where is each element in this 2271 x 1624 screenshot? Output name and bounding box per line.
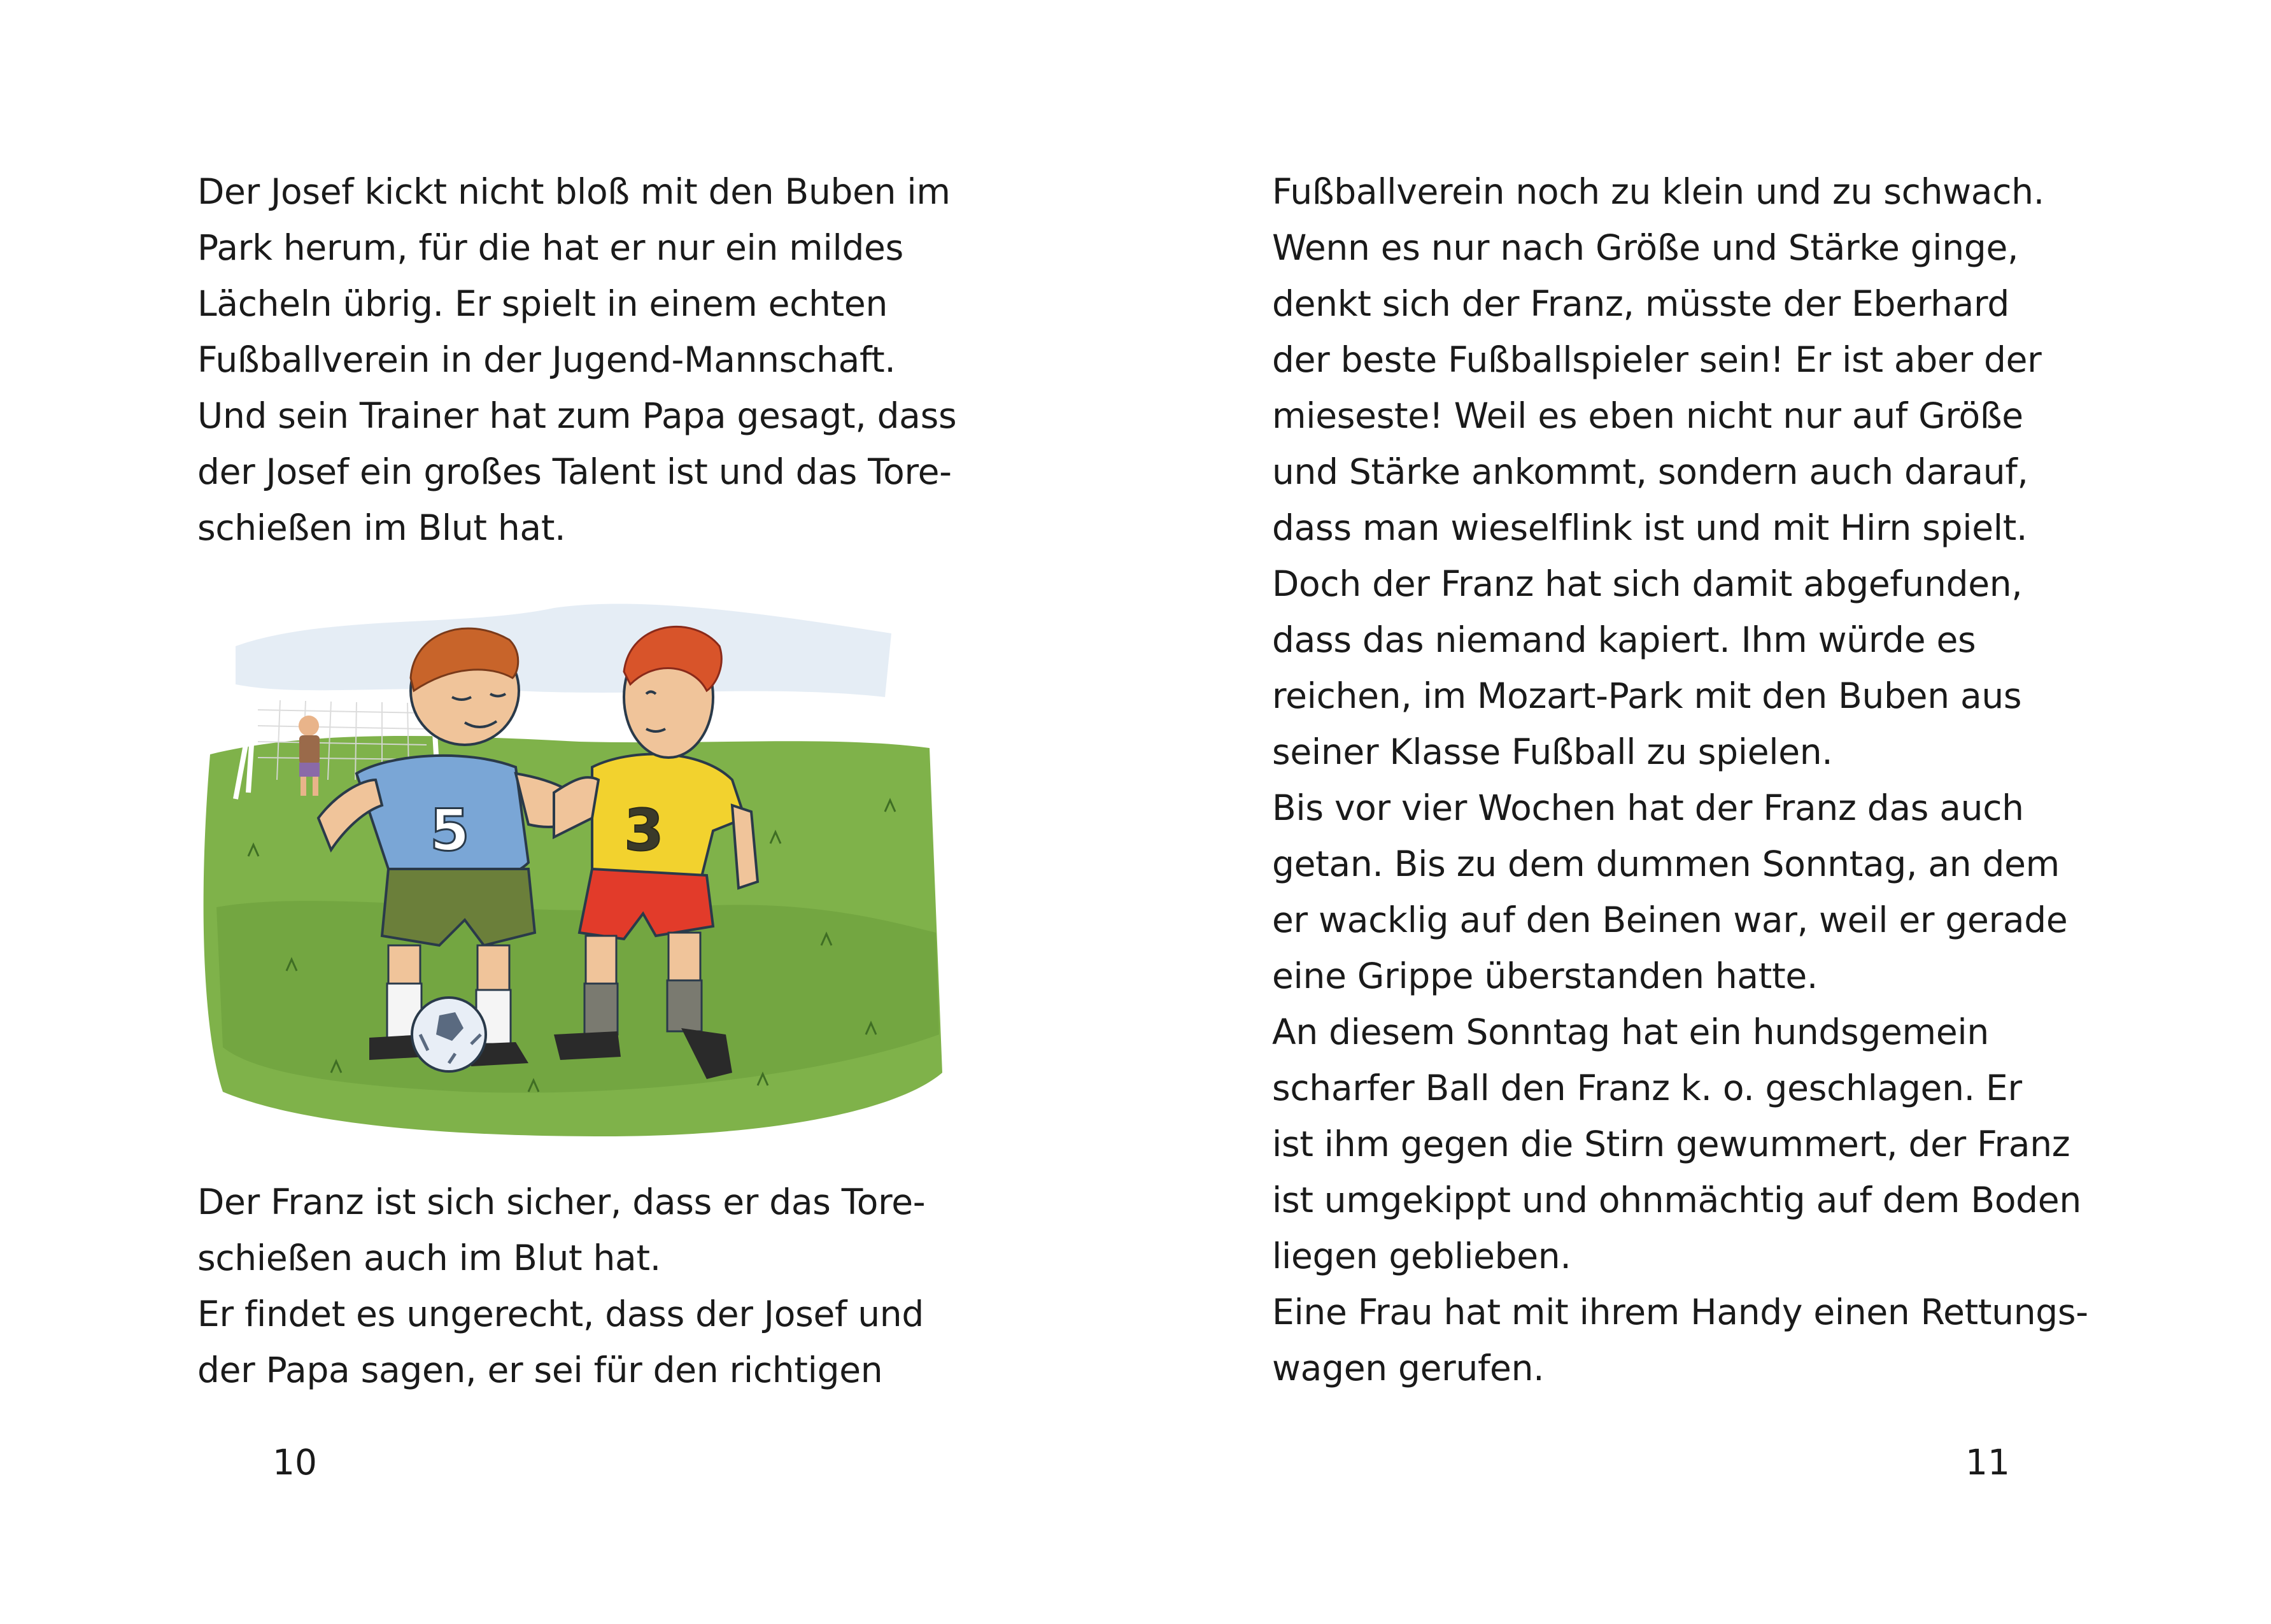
text-line: schießen im Blut hat. bbox=[197, 507, 566, 548]
right-paragraph bbox=[1272, 164, 2088, 1396]
text-line: der Josef ein großes Talent ist und das Tore- bbox=[197, 451, 952, 492]
sky-wash bbox=[236, 604, 891, 697]
shirt-number-5: 5 bbox=[430, 797, 470, 864]
text-line: Lächeln übrig. Er spielt in einem echten bbox=[197, 283, 888, 324]
text-line: wagen gerufen. bbox=[1272, 1348, 1545, 1388]
text-line: Fußballverein in der Jugend-Mannschaft. bbox=[197, 339, 896, 380]
text-line: Der Josef kickt nicht bloß mit den Buben im bbox=[197, 171, 951, 212]
text-line: Wenn es nur nach Größe und Stärke ginge, bbox=[1272, 227, 2019, 268]
text-line: getan. Bis zu dem dummen Sonntag, an dem bbox=[1272, 844, 2060, 884]
left-page bbox=[0, 0, 1135, 1624]
shirt-number-3: 3 bbox=[624, 797, 664, 864]
text-line: Eine Frau hat mit ihrem Handy einen Rettungs- bbox=[1272, 1292, 2088, 1332]
left-paragraph-top bbox=[197, 164, 956, 556]
text-line: mieseste! Weil es eben nicht nur auf Größe bbox=[1272, 395, 2023, 436]
text-line: der Papa sagen, er sei für den richtigen bbox=[197, 1350, 883, 1390]
text-line: denkt sich der Franz, müsste der Eberhard bbox=[1272, 283, 2009, 324]
text-line: Der Franz ist sich sicher, dass er das Tore- bbox=[197, 1182, 926, 1222]
text-line: eine Grippe überstanden hatte. bbox=[1272, 956, 1818, 996]
text-line: und Stärke ankommt, sondern auch darauf, bbox=[1272, 451, 2028, 492]
page-number-left: 10 bbox=[272, 1442, 317, 1483]
text-line: dass das niemand kapiert. Ihm würde es bbox=[1272, 619, 1976, 660]
text-line: dass man wieselflink ist und mit Hirn spielt. bbox=[1272, 507, 2028, 548]
text-line: An diesem Sonntag hat ein hundsgemein bbox=[1272, 1012, 1989, 1052]
text-line: Bis vor vier Wochen hat der Franz das auch bbox=[1272, 787, 2024, 828]
text-line: reichen, im Mozart-Park mit den Buben aus bbox=[1272, 675, 2022, 716]
text-line: der beste Fußballspieler sein! Er ist aber der bbox=[1272, 339, 2042, 380]
text-line: er wacklig auf den Beinen war, weil er gerade bbox=[1272, 900, 2068, 940]
text-line: Doch der Franz hat sich damit abgefunden, bbox=[1272, 563, 2023, 604]
right-page bbox=[1135, 0, 2271, 1624]
text-line: ist umgekippt und ohnmächtig auf dem Boden bbox=[1272, 1180, 2081, 1220]
page-number-right: 11 bbox=[1965, 1442, 2010, 1483]
text-line: ist ihm gegen die Stirn gewummert, der Franz bbox=[1272, 1124, 2070, 1164]
text-line: scharfer Ball den Franz k. o. geschlagen. Er bbox=[1272, 1068, 2022, 1108]
left-paragraph-bottom bbox=[197, 1174, 925, 1398]
text-line: Park herum, für die hat er nur ein mildes bbox=[197, 227, 903, 268]
text-line: liegen geblieben. bbox=[1272, 1236, 1571, 1276]
text-line: Und sein Trainer hat zum Papa gesagt, dass bbox=[197, 395, 957, 436]
text-line: seiner Klasse Fußball zu spielen. bbox=[1272, 731, 1833, 772]
text-line: Er findet es ungerecht, dass der Josef und bbox=[197, 1294, 924, 1334]
soccer-illustration bbox=[197, 589, 949, 1149]
soccer-ball bbox=[412, 998, 486, 1071]
text-line: schießen auch im Blut hat. bbox=[197, 1238, 661, 1278]
text-line: Fußballverein noch zu klein und zu schwach. bbox=[1272, 171, 2044, 212]
